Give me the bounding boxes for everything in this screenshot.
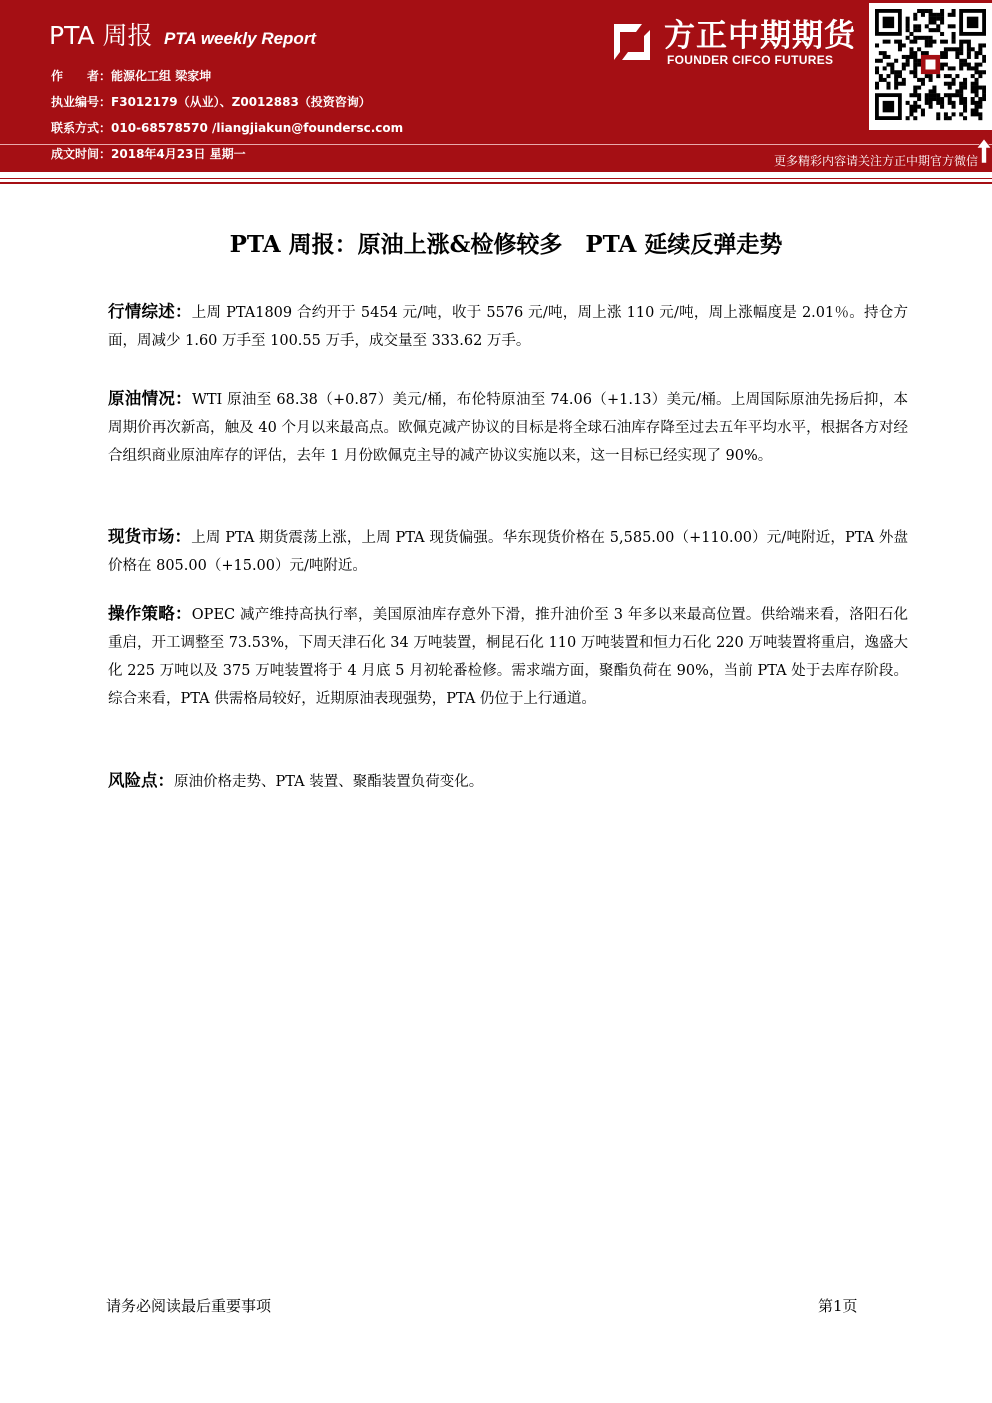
section-lead: 原油情况：	[108, 389, 192, 408]
meta-date-label: 成文时间：	[51, 147, 112, 161]
meta-contact-value: 010-68578570 /liangjiakun@foundersc.com	[111, 121, 404, 135]
section-spot-market	[108, 523, 908, 580]
logo-chinese-name: 方正中期期货	[664, 18, 856, 54]
meta-license	[51, 94, 371, 110]
meta-license-label: 执业编号：	[51, 95, 112, 109]
section-risk	[108, 767, 908, 796]
section-market-overview	[108, 298, 908, 355]
section-crude-oil	[108, 385, 908, 470]
up-arrow-icon	[976, 138, 992, 164]
section-text: 上周 PTA1809 合约开于 5454 元/吨，收于 5576 元/吨，周上涨 110 元/吨，周上涨幅度是 2.01％。持仓方面，周减少 1.60 万手至 100.55 万手，成交量至 333.62 万手。	[108, 305, 908, 349]
meta-license-value: F3012179（从业）、Z0012883（投资咨询）	[111, 95, 371, 109]
meta-author-label: 作 者：	[51, 69, 112, 83]
document-title: PTA 周报：原油上涨&检修较多 PTA 延续反弹走势	[229, 231, 783, 258]
section-lead: 行情综述：	[108, 302, 192, 321]
footer-disclaimer: 请务必阅读最后重要事项	[106, 1297, 272, 1315]
section-text: OPEC 减产维持高执行率，美国原油库存意外下滑，推升油价至 3 年多以来最高位置。供给端来看，洛阳石化重启，开工调整至 73.53%，下周天津石化 34 万吨装置，桐昆石化 110 万吨装置和恒力石化 220 万吨装置将重启，逸盛大化 225 万吨以及 375 万吨装置将于 4 月底 5 月初轮番检修。需求端方面，聚酯负荷在 90%，当前 PTA 处于去库存阶段。综合来看，PTA 供需格局较好，近期原油表现强势，PTA 仍位于上行通道。	[108, 607, 909, 707]
section-lead: 现货市场：	[108, 527, 192, 546]
header-rule-thin	[0, 178, 992, 179]
section-strategy	[108, 600, 908, 713]
meta-date	[51, 146, 246, 162]
wechat-follow-note: 更多精彩内容请关注方正中期官方微信	[773, 154, 978, 168]
section-text: WTI 原油至 68.38（+0.87）美元/桶，布伦特原油至 74.06（+1.13）美元/桶。上周国际原油先扬后抑，本周期价再次新高，触及 40 个月以来最高点。欧佩克减产协议的目标是将全球石油库存降至过去五年平均水平，根据各方对经合组织商业原油库存的评估，去年 1 月份欧佩克主导的减产协议实施以来，这一目标已经实现了 90%。	[108, 392, 908, 464]
section-text: 原油价格走势、PTA 装置、聚酯装置负荷变化。	[174, 774, 484, 790]
meta-contact-label: 联系方式：	[51, 121, 112, 135]
report-title: PTA 周报	[49, 21, 153, 50]
header-divider	[0, 144, 992, 145]
meta-contact	[51, 120, 403, 136]
section-lead: 风险点：	[108, 771, 174, 790]
report-subtitle: PTA weekly Report	[164, 29, 317, 48]
logo-english-name: FOUNDER CIFCO FUTURES	[667, 53, 834, 67]
qr-code	[869, 3, 992, 130]
page-number: 第1页	[818, 1297, 858, 1315]
report-header	[0, 0, 992, 172]
company-logo	[606, 18, 862, 68]
meta-author-value: 能源化工组 梁家坤	[111, 69, 212, 83]
meta-date-value: 2018年4月23日 星期一	[111, 147, 246, 161]
header-rule-thick	[0, 182, 992, 184]
founder-logo-icon	[608, 20, 656, 64]
section-lead: 操作策略：	[108, 604, 192, 623]
meta-author	[51, 68, 211, 84]
section-text: 上周 PTA 期货震荡上涨，上周 PTA 现货偏强。华东现货价格在 5,585.00（+110.00）元/吨附近，PTA 外盘价格在 805.00（+15.00）元/吨附近。	[108, 530, 908, 574]
qr-code-icon	[875, 9, 986, 124]
